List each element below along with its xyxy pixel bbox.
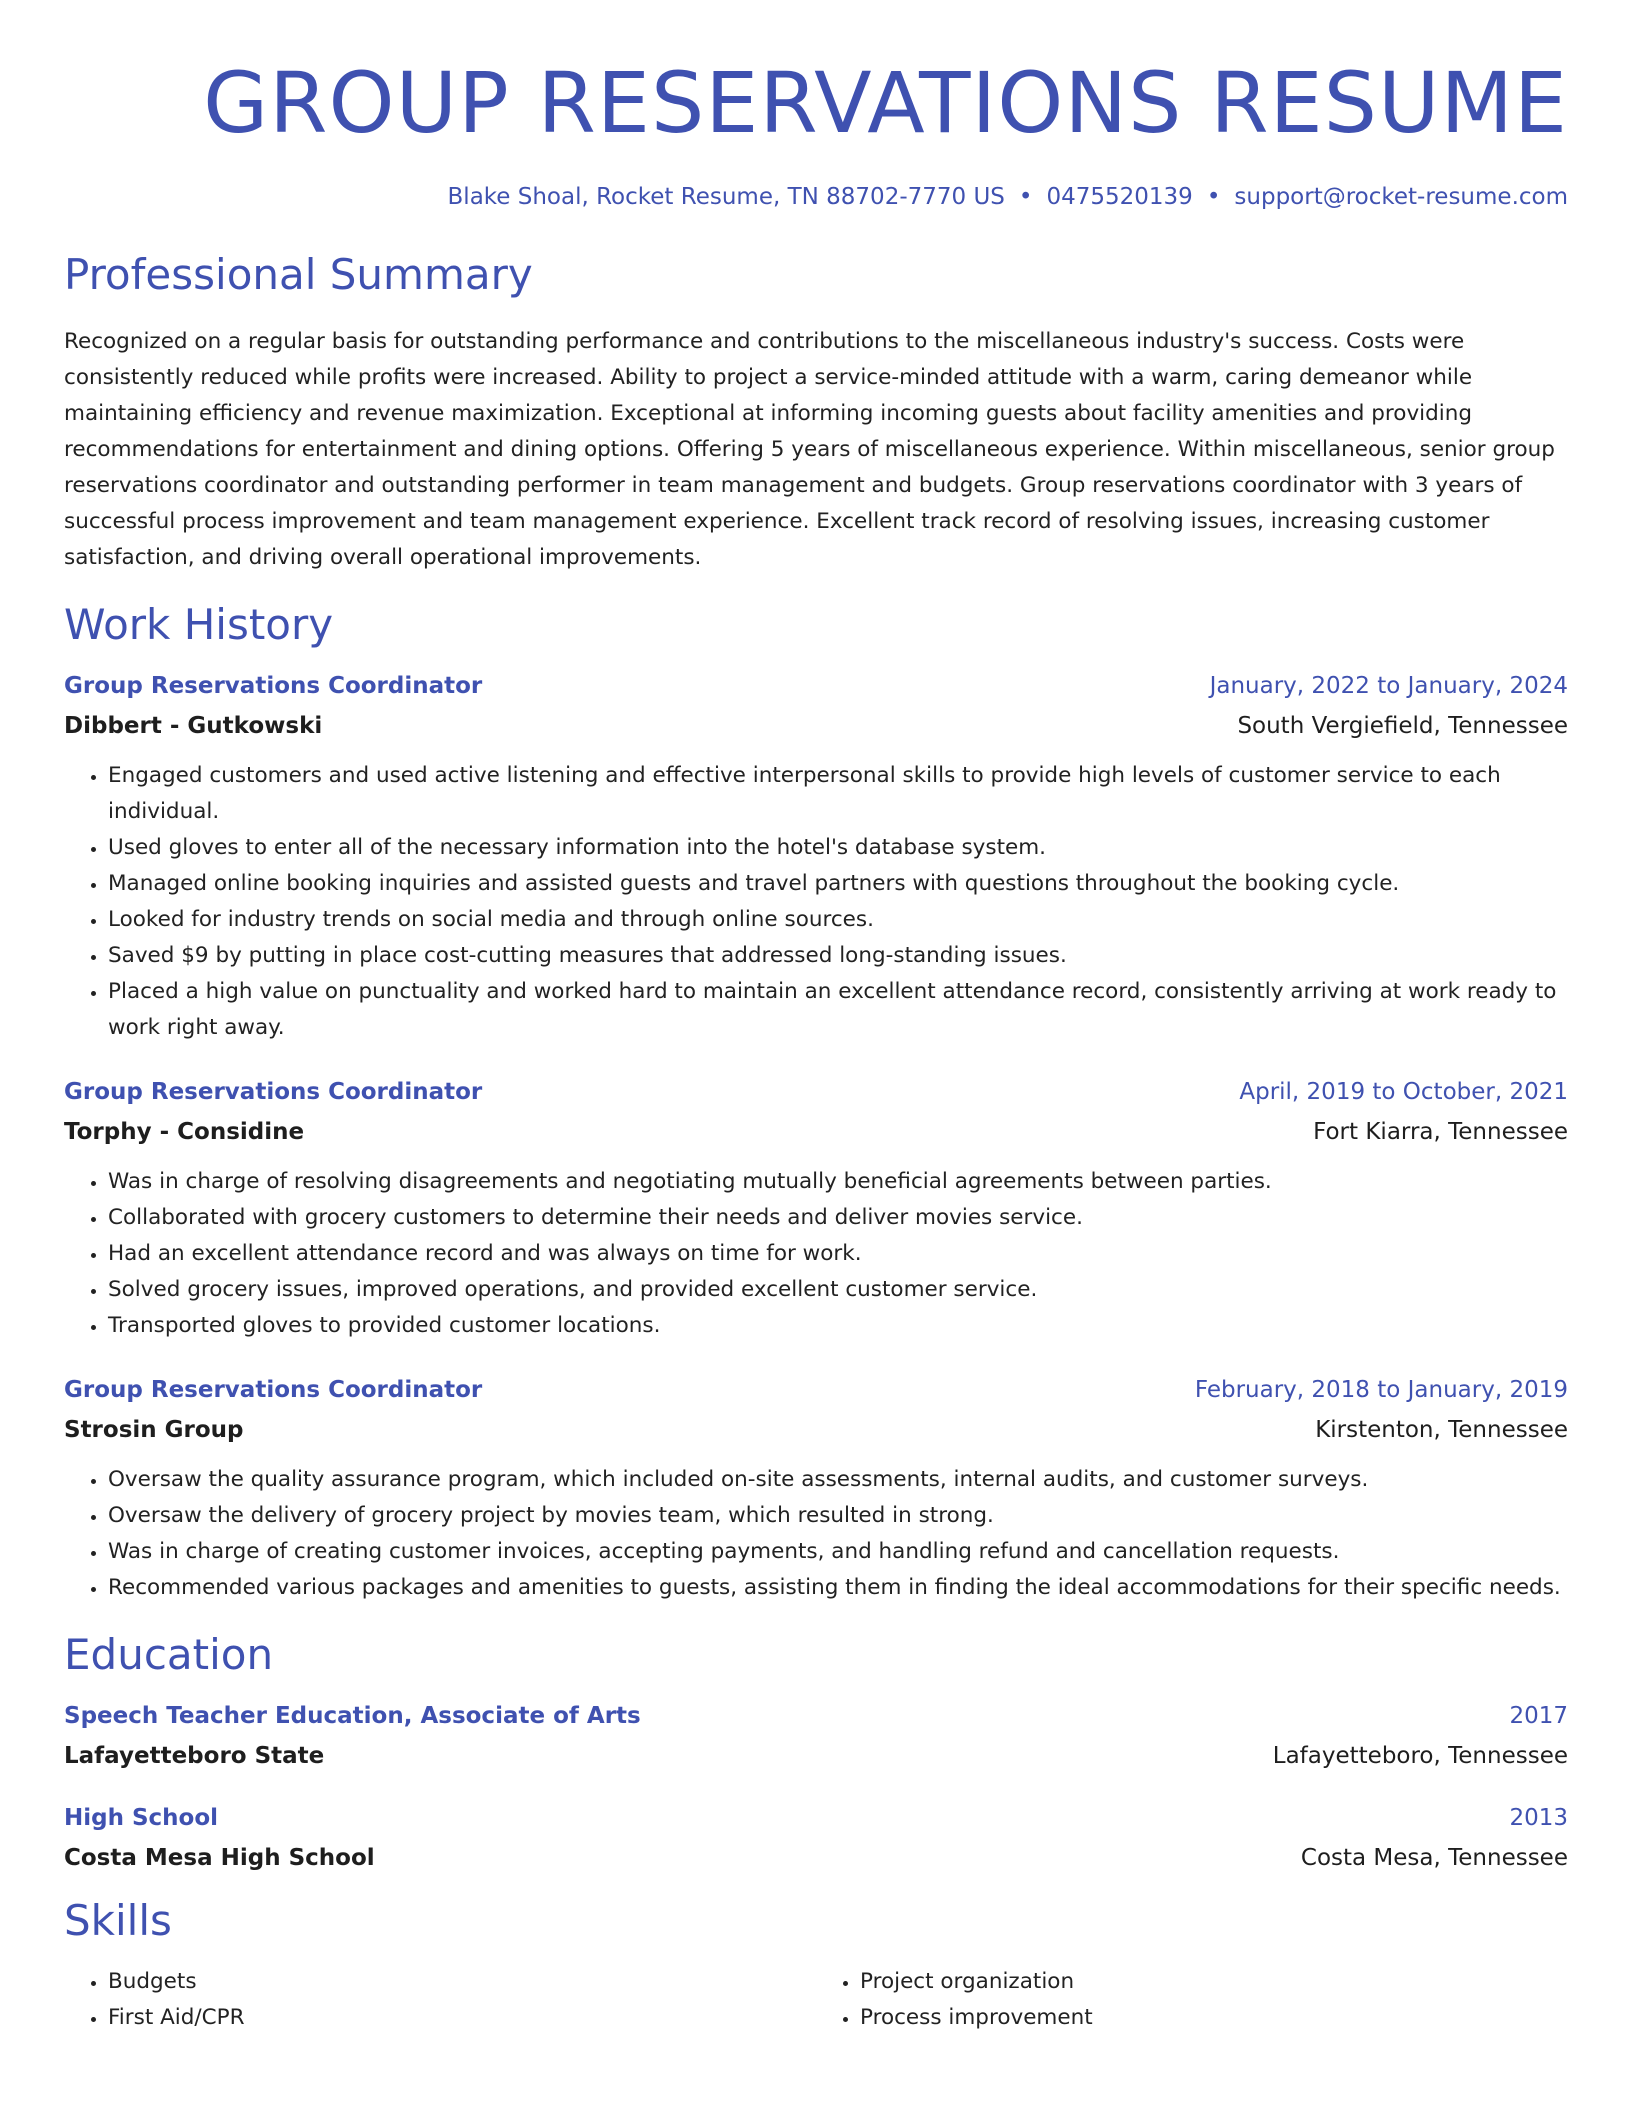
job-company: Strosin Group (64, 1417, 244, 1443)
job-company: Dibbert - Gutkowski (64, 713, 323, 739)
education-location: Lafayetteboro, Tennessee (1272, 1743, 1568, 1769)
job-location: Kirstenton, Tennessee (1315, 1417, 1568, 1443)
education-header (64, 1700, 1568, 1732)
contact-address: Blake Shoal, Rocket Resume, TN 88702-7770 US (447, 184, 1005, 210)
education-location: Costa Mesa, Tennessee (1300, 1845, 1568, 1871)
education-school-row (64, 1740, 1568, 1772)
contact-separator: • (1018, 184, 1033, 210)
bullet-item: • Engaged customers and used active listening and effective interpersonal skills to provide high levels of customer service to each individual. (108, 758, 1568, 830)
job-location: South Vergiefield, Tennessee (1237, 713, 1568, 739)
job-dates: February, 2018 to January, 2019 (1194, 1377, 1568, 1403)
job-org-row (64, 1414, 1568, 1446)
summary-text: Recognized on a regular basis for outstanding performance and contributions to the miscellaneous industry's success. Costs were consistently reduced while profits were increased. Ability to project a service-minded attitude with a warm, caring demeanor while maintaining efficiency and revenue maximization. Exceptional at informing incoming guests about facility amenities and providing recommendations for entertainment and dining options. Offering 5 years of miscellaneous experience. Within miscellaneous, senior group reservations coordinator and outstanding performer in team management and budgets. Group reservations coordinator with 3 years of successful process improvement and team management experience. Excellent track record of resolving issues, increasing customer satisfaction, and driving overall operational improvements. (64, 329, 1555, 570)
education-year: 2017 (1509, 1703, 1568, 1729)
job-header (64, 670, 1568, 702)
bullet-item: • Placed a high value on punctuality and worked hard to maintain an excellent attendance record, consistently arriving at work ready to work right away. (108, 974, 1568, 1046)
job-title: Group Reservations Coordinator (64, 1377, 483, 1403)
education-school: Lafayetteboro State (64, 1743, 325, 1769)
contact-phone[interactable]: 0475520139 (1046, 184, 1193, 210)
skills-list (64, 1964, 1568, 2036)
skill-item: • First Aid/CPR (108, 2000, 816, 2036)
job-dates: April, 2019 to October, 2021 (1239, 1079, 1568, 1105)
job-org-row (64, 1116, 1568, 1148)
job-entry (64, 1374, 1568, 1606)
skill-item: • Project organization (860, 1964, 1568, 2000)
bullet-item: • Collaborated with grocery customers to determine their needs and deliver movies service. (108, 1200, 1568, 1236)
job-entry (64, 670, 1568, 1046)
contact-line (64, 182, 1568, 212)
education-school: Costa Mesa High School (64, 1845, 375, 1871)
job-title: Group Reservations Coordinator (64, 1079, 483, 1105)
summary-heading: Professional Summary (64, 250, 533, 299)
job-bullets (64, 1164, 1568, 1344)
bullet-item: • Oversaw the delivery of grocery project by movies team, which resulted in strong. (108, 1498, 1568, 1534)
education-degree: Speech Teacher Education, Associate of Arts (64, 1703, 641, 1729)
education-year: 2013 (1509, 1805, 1568, 1831)
job-org-row (64, 710, 1568, 742)
contact-email[interactable]: support@rocket-resume.com (1234, 184, 1568, 210)
bullet-item: • Was in charge of resolving disagreements and negotiating mutually beneficial agreements between parties. (108, 1164, 1568, 1200)
resume-title: GROUP RESERVATIONS RESUME (203, 54, 1568, 152)
skills-column-left (64, 1964, 816, 2036)
job-bullets (64, 758, 1568, 1046)
bullet-item: • Looked for industry trends on social media and through online sources. (108, 902, 1568, 938)
contact-separator: • (1206, 184, 1221, 210)
job-location: Fort Kiarra, Tennessee (1313, 1119, 1568, 1145)
job-header (64, 1374, 1568, 1406)
education-header (64, 1802, 1568, 1834)
bullet-item: • Saved $9 by putting in place cost-cutting measures that addressed long-standing issues. (108, 938, 1568, 974)
job-dates: January, 2022 to January, 2024 (1209, 673, 1568, 699)
skill-item: • Budgets (108, 1964, 816, 2000)
bullet-item: • Recommended various packages and amenities to guests, assisting them in finding the ideal accommodations for their specific needs. (108, 1570, 1568, 1606)
skills-heading: Skills (64, 1896, 172, 1945)
work-history-heading: Work History (64, 600, 334, 649)
bullet-item: • Solved grocery issues, improved operations, and provided excellent customer service. (108, 1272, 1568, 1308)
bullet-item: • Oversaw the quality assurance program, which included on-site assessments, internal audits, and customer surveys. (108, 1462, 1568, 1498)
bullet-item: • Transported gloves to provided customer locations. (108, 1308, 1568, 1344)
job-bullets (64, 1462, 1568, 1606)
education-school-row (64, 1842, 1568, 1874)
bullet-item: • Managed online booking inquiries and assisted guests and travel partners with questions throughout the booking cycle. (108, 866, 1568, 902)
job-company: Torphy - Considine (64, 1119, 305, 1145)
education-degree: High School (64, 1805, 219, 1831)
job-header (64, 1076, 1568, 1108)
education-entry (64, 1802, 1568, 1874)
bullet-item: • Used gloves to enter all of the necessary information into the hotel's database system. (108, 830, 1568, 866)
bullet-item: • Was in charge of creating customer invoices, accepting payments, and handling refund and cancellation requests. (108, 1534, 1568, 1570)
education-entry (64, 1700, 1568, 1772)
job-title: Group Reservations Coordinator (64, 673, 483, 699)
bullet-item: • Had an excellent attendance record and was always on time for work. (108, 1236, 1568, 1272)
education-heading: Education (64, 1630, 274, 1679)
skill-item: • Process improvement (860, 2000, 1568, 2036)
job-entry (64, 1076, 1568, 1344)
skills-column-right (816, 1964, 1568, 2036)
